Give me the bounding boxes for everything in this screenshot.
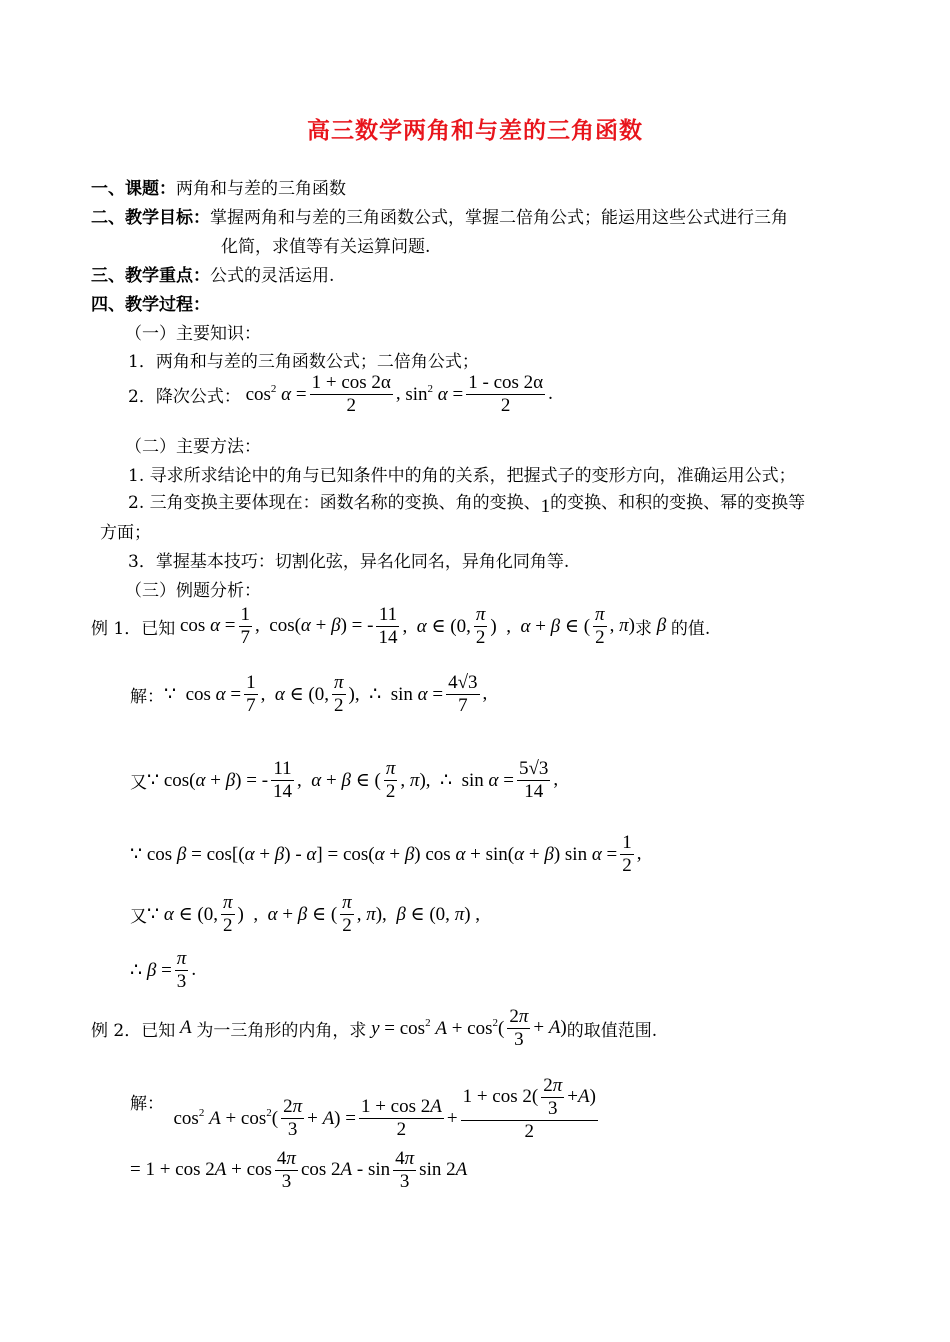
methods-heading: （二）主要方法： <box>125 437 261 457</box>
solution-1-line-4: 又 ∵ α ∈ (0, $\frac{\pi}{2}$ ) , α + β ∈ ( $\frac{\pi}{2}$ , π), β ∈ (0, π) , <box>130 892 481 936</box>
section-focus <box>91 261 334 286</box>
example-2: 例 2．已知 A 为一三角形的内角，求 $y = \cos^2 A + \cos^2$( $\frac{2\pi}{3}$ + A) 的取值范围. <box>91 1006 658 1050</box>
cos-square-formula: $\cos^2 \alpha$ = <box>245 382 307 405</box>
example-2-label: 例 2．已知 <box>91 1020 176 1041</box>
solution-1-line-2: 又 ∵ cos(α + β) = - $\frac{11}{14}$ , α + β ∈ ( $\frac{\pi}{2}$ , π), ∴ sin α = $\frac{5√3}{14}$ , <box>130 758 559 802</box>
methods-item-2-cont: 方面； <box>100 523 151 543</box>
knowledge-heading: （一）主要知识： <box>125 324 261 344</box>
again-label: 又 <box>130 772 147 793</box>
examples-heading: （三）例题分析： <box>125 581 261 601</box>
section-topic-label: 一、课题： <box>91 179 176 199</box>
cos-square-denominator: 2 <box>346 394 356 416</box>
cos-square-numerator: 1 + cos 2α <box>311 372 391 393</box>
example-1-ask: 求 <box>634 618 652 639</box>
example-2-mid: 为一三角形的内角，求 <box>196 1020 367 1041</box>
example-1-end: 的值. <box>670 618 711 639</box>
section-goal-label: 二、教学目标： <box>91 208 210 228</box>
methods-item-1: 1. 寻求所求结论中的角与已知条件中的角的关系，把握式子的变形方向，准确运用公式； <box>128 466 796 486</box>
example-1-label: 例 1．已知 <box>91 618 176 639</box>
sin-square-numerator: 1 - cos 2α <box>468 372 544 393</box>
solution-2-line-1: 解： $\cos^2 A + \cos^2$( $\frac{2\pi}{3}$ + A) = $\frac{1 + \cos 2A}{2}$ + 1 + cos 2( $\frac{2\pi}{3}$ + A ) 2 <box>130 1075 596 1142</box>
solution-1-line-5: ∴ β = $\frac{\pi}{3}$ . <box>130 948 197 992</box>
cos-square-fraction <box>310 372 393 417</box>
methods-item-2: 2. 三角变换主要体现在：函数名称的变换、角的变换、1的变换、和积的变换、幂的变换等 <box>128 493 806 517</box>
section-focus-label: 三、教学重点： <box>91 266 210 286</box>
section-topic-text: 两角和与差的三角函数 <box>176 179 346 199</box>
section-goal-line2: 化简，求值等有关运算问题. <box>221 237 431 257</box>
solution-label: 解： <box>130 686 164 707</box>
sin-square-denominator: 2 <box>500 394 511 416</box>
section-topic <box>91 174 346 199</box>
example-1: 例 1．已知 cos α = $\frac{1}{7}$ , cos(α + β) = - $\frac{11}{14}$ , α ∈ (0, $\frac{\pi}{2}$ ) , α + β ∈ ( $\frac{\pi}{2}$ , π) 求 β 的值. <box>91 604 711 648</box>
knowledge-item-1: 1．两角和与差的三角函数公式；二倍角公式； <box>128 352 479 372</box>
solution-1-line-1: 解： ∵ cos α = $\frac{1}{7}$ , α ∈ (0, $\frac{\pi}{2}$ ), ∴ sin α = $\frac{4√3}{7}$ , <box>130 672 488 716</box>
section-goal-line1: 掌握两角和与差的三角函数公式，掌握二倍角公式；能运用这些公式进行三角 <box>210 208 788 228</box>
sin-square-fraction <box>466 372 545 417</box>
sin-square-formula: $\sin^2 \alpha$ = <box>405 382 464 405</box>
page-title: 高三数学两角和与差的三角函数 <box>307 117 643 144</box>
knowledge-item-2-label: 2．降次公式： <box>128 386 241 407</box>
knowledge-item-2: 2．降次公式： $\cos^2 \alpha$ = $\frac{1 + \cos 2\alpha}{2}$ , $\sin^2 \alpha$ = $\frac{1 - \cos 2\alpha}{2}$ . <box>128 372 553 416</box>
section-focus-text: 公式的灵活运用. <box>210 266 335 286</box>
solution-1-line-3: ∵ cos β = cos[(α + β) - α] = cos(α + β) cos α + sin(α + β) sin α = $\frac{1}{2}$ , <box>130 832 642 876</box>
solution-2-line-2: = 1 + cos 2A + cos $\frac{4\pi}{3}$ cos 2A - sin $\frac{4\pi}{3}$ sin 2A <box>130 1148 468 1192</box>
example-2-end: 的取值范围. <box>566 1020 658 1041</box>
section-process-label: 四、教学过程： <box>91 295 210 315</box>
methods-item-3: 3．掌握基本技巧：切割化弦，异名化同名，异角化同角等. <box>128 552 570 572</box>
section-goal <box>91 203 788 228</box>
